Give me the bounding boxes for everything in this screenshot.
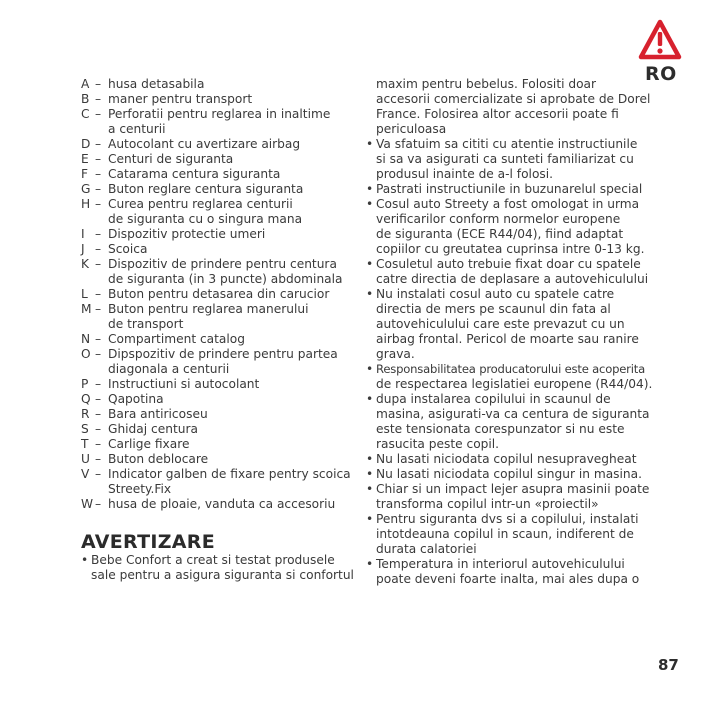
bullet-text-continued: rasucita peste copil. <box>376 437 500 451</box>
legend-text: Buton pentru detasarea din carucior <box>108 287 330 301</box>
bullet-text-continued: masina, asigurati-va ca centura de siguranta <box>376 407 650 421</box>
bullet-icon: • <box>366 512 374 526</box>
legend-item <box>81 77 351 92</box>
bullet-text-continued: autovehiculului care este prevazut cu un <box>376 317 625 331</box>
legend-letter: H <box>81 197 91 211</box>
bullet-item <box>366 392 650 452</box>
legend-letter: W <box>81 497 94 511</box>
legend-text: Curea pentru reglarea centurii <box>108 197 293 211</box>
legend-letter: R <box>81 407 90 421</box>
legend-item <box>81 377 351 392</box>
bullet-item <box>366 482 650 512</box>
legend-dash: – <box>95 497 102 511</box>
legend-dash: – <box>95 227 102 241</box>
bullet-text-continued: durata calatoriei <box>376 542 477 556</box>
legend-text: Carlige fixare <box>108 437 190 451</box>
bullet-text-continued: airbag frontal. Pericol de moarte sau ranire <box>376 332 639 346</box>
bullet-line <box>366 452 646 467</box>
bullet-line <box>366 482 650 497</box>
bullet-item <box>366 287 646 362</box>
legend-dash: – <box>95 377 102 391</box>
bullet-text: Pentru siguranta dvs si a copilului, instalati <box>376 512 639 526</box>
legend-letter: C <box>81 107 90 121</box>
legend-dash: – <box>95 452 102 466</box>
legend-item <box>81 437 351 452</box>
legend-item <box>81 407 351 422</box>
bullet-text-continued: intotdeauna copilul in scaun, indiferent de <box>376 527 634 541</box>
warning-list-right <box>366 137 653 587</box>
legend-letter: B <box>81 92 90 106</box>
bullet-text-continued: catre directia de deplasare a autovehiculului <box>376 272 649 286</box>
legend-letter: D <box>81 137 91 151</box>
legend-text: Qapotina <box>108 392 164 406</box>
bullet-text: dupa instalarea copilului in scaunul de <box>376 392 611 406</box>
bullet-icon: • <box>366 182 374 196</box>
legend-text: Bara antiricoseu <box>108 407 208 421</box>
legend-text-continued: de siguranta cu o singura mana <box>108 212 303 226</box>
bullet-text: Chiar si un impact lejer asupra masinii poate <box>376 482 650 496</box>
bullet-text: Pastrati instructiunile in buzunarelul special <box>376 182 643 196</box>
legend-letter: Q <box>81 392 91 406</box>
legend-item <box>81 392 351 407</box>
warning-continuation <box>366 77 651 137</box>
legend-text: Autocolant cu avertizare airbag <box>108 137 301 151</box>
page-number: 87 <box>658 656 679 674</box>
legend-item <box>81 182 351 197</box>
legend-text-continued: diagonala a centurii <box>108 362 230 376</box>
legend-letter: L <box>81 287 88 301</box>
bullet-item <box>366 257 649 287</box>
bullet-line <box>366 182 646 197</box>
bullet-line <box>366 197 646 212</box>
legend-text-continued: de transport <box>108 317 184 331</box>
bullet-icon: • <box>366 287 374 301</box>
legend-text: Catarama centura siguranta <box>108 167 281 181</box>
legend-letter: M <box>81 302 92 316</box>
continued-text-line: France. Folosirea altor accesorii poate fi <box>376 107 619 121</box>
bullet-text: Temperatura in interiorul autovehiculului <box>376 557 625 571</box>
bullet-item <box>81 553 354 583</box>
bullet-text-continued: copiilor cu greutatea cuprinsa intre 0-13 kg. <box>376 242 645 256</box>
legend-dash: – <box>95 197 102 211</box>
legend-item <box>81 422 351 437</box>
legend-letter: T <box>81 437 89 451</box>
legend-dash: – <box>95 437 102 451</box>
bullet-text: Nu lasati niciodata copilul nesupravegheat <box>376 452 637 466</box>
bullet-line <box>366 137 646 152</box>
legend-item <box>81 137 351 152</box>
continued-text-line: periculoasa <box>376 122 447 136</box>
bullet-icon: • <box>366 452 374 466</box>
legend-item <box>81 107 351 122</box>
bullet-item <box>366 182 646 197</box>
legend-item <box>81 302 351 317</box>
legend-text: Scoica <box>108 242 148 256</box>
legend-text: maner pentru transport <box>108 92 253 106</box>
legend-item <box>81 92 351 107</box>
legend-letter: E <box>81 152 89 166</box>
legend-letter: G <box>81 182 91 196</box>
legend-dash: – <box>95 107 102 121</box>
legend-letter: V <box>81 467 90 481</box>
bullet-text-continued: verificarilor conform normelor europene <box>376 212 621 226</box>
bullet-line <box>366 467 646 482</box>
warning-triangle-icon <box>637 18 683 62</box>
legend-text: Ghidaj centura <box>108 422 198 436</box>
bullet-text-continued: directia de mers pe scaunul din fata al <box>376 302 611 316</box>
legend-letter: A <box>81 77 90 91</box>
bullet-item <box>366 197 646 257</box>
legend-dash: – <box>95 407 102 421</box>
legend-dash: – <box>95 332 102 346</box>
bullet-text: Cosuletul auto trebuie fixat doar cu spatele <box>376 257 641 271</box>
bullet-text: Responsabilitatea producatorului este acoperita <box>376 362 646 376</box>
bullet-line <box>366 392 646 407</box>
legend-dash: – <box>95 257 102 271</box>
bullet-item <box>366 452 646 467</box>
bullet-item <box>366 512 646 557</box>
bullet-text-continued: sale pentru a asigura siguranta si confortul <box>91 568 354 582</box>
legend-dash: – <box>95 287 102 301</box>
legend-dash: – <box>95 422 102 436</box>
legend-item <box>81 497 351 512</box>
bullet-text-continued: de siguranta (ECE R44/04), fiind adaptat <box>376 227 624 241</box>
legend-letter: J <box>81 242 85 256</box>
legend-text-continued: a centurii <box>108 122 166 136</box>
legend-item <box>81 287 351 302</box>
legend-dash: – <box>95 77 102 91</box>
legend-text-continued: Streety.Fix <box>108 482 172 496</box>
legend-text: Instructiuni si autocolant <box>108 377 260 391</box>
legend-text: Buton deblocare <box>108 452 209 466</box>
bullet-text-continued: transforma copilul intr-un «proiectil» <box>376 497 599 511</box>
legend-text: Dispozitiv de prindere pentru centura <box>108 257 337 271</box>
legend-dash: – <box>95 302 102 316</box>
right-column <box>366 77 653 587</box>
bullet-text-continued: poate deveni foarte inalta, mai ales dupa o <box>376 572 640 586</box>
bullet-text-continued: este tensionata corespunzator si nu este <box>376 422 625 436</box>
legend-item <box>81 167 351 182</box>
bullet-icon: • <box>366 482 374 496</box>
bullet-icon: • <box>81 553 89 567</box>
warning-heading: AVERTIZARE <box>81 531 215 553</box>
legend-text-continued: de siguranta (in 3 puncte) abdominala <box>108 272 343 286</box>
bullet-icon: • <box>366 557 374 571</box>
bullet-icon: • <box>366 197 374 211</box>
legend-text: Dipspozitiv de prindere pentru partea <box>108 347 338 361</box>
bullet-icon: • <box>366 392 374 406</box>
legend-text: Buton reglare centura siguranta <box>108 182 304 196</box>
bullet-text-continued: de respectarea legislatiei europene (R44/04). <box>376 377 653 391</box>
bullet-item <box>366 557 646 587</box>
bullet-text-continued: grava. <box>376 347 415 361</box>
legend-item <box>81 452 351 467</box>
bullet-text-continued: produsul inainte de a-l folosi. <box>376 167 554 181</box>
legend-item <box>81 257 351 272</box>
legend-text: Dispozitiv protectie umeri <box>108 227 266 241</box>
legend-letter: K <box>81 257 89 271</box>
bullet-line <box>366 287 646 302</box>
bullet-line <box>366 512 646 527</box>
legend-text: Buton pentru reglarea manerului <box>108 302 309 316</box>
bullet-line <box>366 557 646 572</box>
legend-letter: N <box>81 332 91 346</box>
legend-item <box>81 197 351 212</box>
bullet-line <box>366 362 646 377</box>
parts-legend <box>81 77 351 512</box>
language-code: RO <box>645 63 677 85</box>
bullet-text-continued: si sa va asigurati ca sunteti familiarizat cu <box>376 152 634 166</box>
legend-dash: – <box>95 92 102 106</box>
continued-text-line: accesorii comercializate si aprobate de Dorel <box>376 92 651 106</box>
legend-letter: U <box>81 452 90 466</box>
bullet-text: Cosul auto Streety a fost omologat in urma <box>376 197 640 211</box>
bullet-icon: • <box>366 467 374 481</box>
legend-text: husa detasabila <box>108 77 205 91</box>
legend-dash: – <box>95 347 102 361</box>
legend-dash: – <box>95 152 102 166</box>
legend-letter: F <box>81 167 89 181</box>
bullet-line <box>81 553 351 568</box>
bullet-text: Nu instalati cosul auto cu spatele catre <box>376 287 615 301</box>
legend-dash: – <box>95 242 102 256</box>
legend-item <box>81 347 351 362</box>
legend-item <box>81 332 351 347</box>
legend-letter: I <box>81 227 85 241</box>
legend-item <box>81 152 351 167</box>
legend-letter: S <box>81 422 89 436</box>
bullet-text: Bebe Confort a creat si testat produsele <box>91 553 335 567</box>
continued-text-line: maxim pentru bebelus. Folositi doar <box>376 77 597 91</box>
bullet-icon: • <box>366 362 374 376</box>
legend-dash: – <box>95 137 102 151</box>
legend-text: Compartiment catalog <box>108 332 245 346</box>
bullet-text: Nu lasati niciodata copilul singur in masina. <box>376 467 642 481</box>
bullet-text: Va sfatuim sa cititi cu atentie instructiunile <box>376 137 638 151</box>
legend-text: Perforatii pentru reglarea in inaltime <box>108 107 331 121</box>
legend-letter: P <box>81 377 89 391</box>
legend-dash: – <box>95 467 102 481</box>
bullet-item <box>366 362 653 392</box>
legend-text: Indicator galben de fixare pentry scoica <box>108 467 351 481</box>
legend-letter: O <box>81 347 91 361</box>
left-column <box>81 77 354 583</box>
bullet-icon: • <box>366 137 374 151</box>
legend-dash: – <box>95 167 102 181</box>
legend-text: Centuri de siguranta <box>108 152 234 166</box>
legend-item <box>81 227 351 242</box>
legend-text: husa de ploaie, vanduta ca accesoriu <box>108 497 336 511</box>
warning-list-left <box>81 553 354 583</box>
legend-item <box>81 467 351 482</box>
bullet-icon: • <box>366 257 374 271</box>
legend-item <box>81 242 351 257</box>
bullet-item <box>366 467 646 482</box>
bullet-line <box>366 257 646 272</box>
bullet-item <box>366 137 646 182</box>
legend-dash: – <box>95 182 102 196</box>
legend-dash: – <box>95 392 102 406</box>
